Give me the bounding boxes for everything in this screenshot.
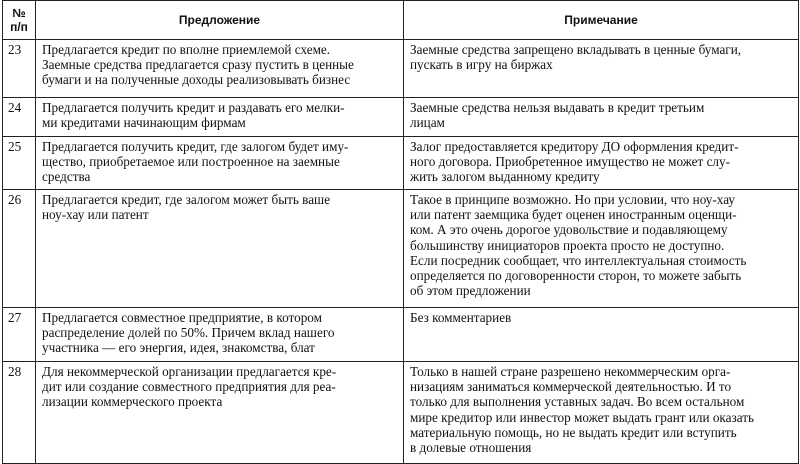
- row-note: Без комментариев: [404, 308, 799, 362]
- proposals-table: [2, 0, 799, 464]
- row-proposal: Предлагается получить кредит, где залогом будет иму- щество, приобретаемое или построенное на заемные средства: [36, 137, 404, 190]
- header-note: Примечание: [404, 1, 799, 40]
- row-note: Заемные средства запрещено вкладывать в ценные бумаги, пускать в игру на биржах: [404, 40, 799, 98]
- row-num: 27: [3, 308, 36, 362]
- table-row: [3, 137, 799, 190]
- table-row: [3, 190, 799, 308]
- row-num: 28: [3, 362, 36, 464]
- table-row: [3, 98, 799, 137]
- row-note: Залог предоставляется кредитору ДО оформления кредит- ного договора. Приобретенное имущество не может слу- жить залогом выданному кредиту: [404, 137, 799, 190]
- row-num: 26: [3, 190, 36, 308]
- header-num: № п/п: [3, 1, 36, 40]
- header-proposal: Предложение: [36, 1, 404, 40]
- row-proposal: Предлагается совместное предприятие, в котором распределение долей по 50%. Причем вклад нашего участника — его энергия, идея, знакомства, блат: [36, 308, 404, 362]
- table-row: [3, 362, 799, 464]
- table-row: [3, 308, 799, 362]
- row-proposal: Для некоммерческой организации предлагается кре- дит или создание совместного предприятия для реа- лизации коммерческого проекта: [36, 362, 404, 464]
- table-header-row: [3, 1, 799, 40]
- row-num: 24: [3, 98, 36, 137]
- row-num: 23: [3, 40, 36, 98]
- table-row: [3, 40, 799, 98]
- row-note: Заемные средства нельзя выдавать в кредит третьим лицам: [404, 98, 799, 137]
- row-proposal: Предлагается получить кредит и раздавать его мелки- ми кредитами начинающим фирмам: [36, 98, 404, 137]
- row-num: 25: [3, 137, 36, 190]
- row-proposal: Предлагается кредит, где залогом может быть ваше ноу-хау или патент: [36, 190, 404, 308]
- row-proposal: Предлагается кредит по вполне приемлемой схеме. Заемные средства предлагается сразу пустить в ценные бумаги и на полученные доходы реализовывать бизнес: [36, 40, 404, 98]
- row-note: Такое в принципе возможно. Но при условии, что ноу-хау или патент заемщика будет оценен иностранным оценщи- ком. А это очень дорогое удовольствие и подавляющему большинству инициаторов проекта просто не доступно. Если посредник сообщает, что интеллектуальная стоимость определяется по договоренности сторон, то можете забыть об этом предложении: [404, 190, 799, 308]
- row-note: Только в нашей стране разрешено некоммерческим орга- низациям заниматься коммерческой деятельностью. И то только для выполнения уставных задач. Во всем остальном мире кредитор или инвестор может выдать грант или оказать материальную помощь, но не выдать кредит или вступить в долевые отношения: [404, 362, 799, 464]
